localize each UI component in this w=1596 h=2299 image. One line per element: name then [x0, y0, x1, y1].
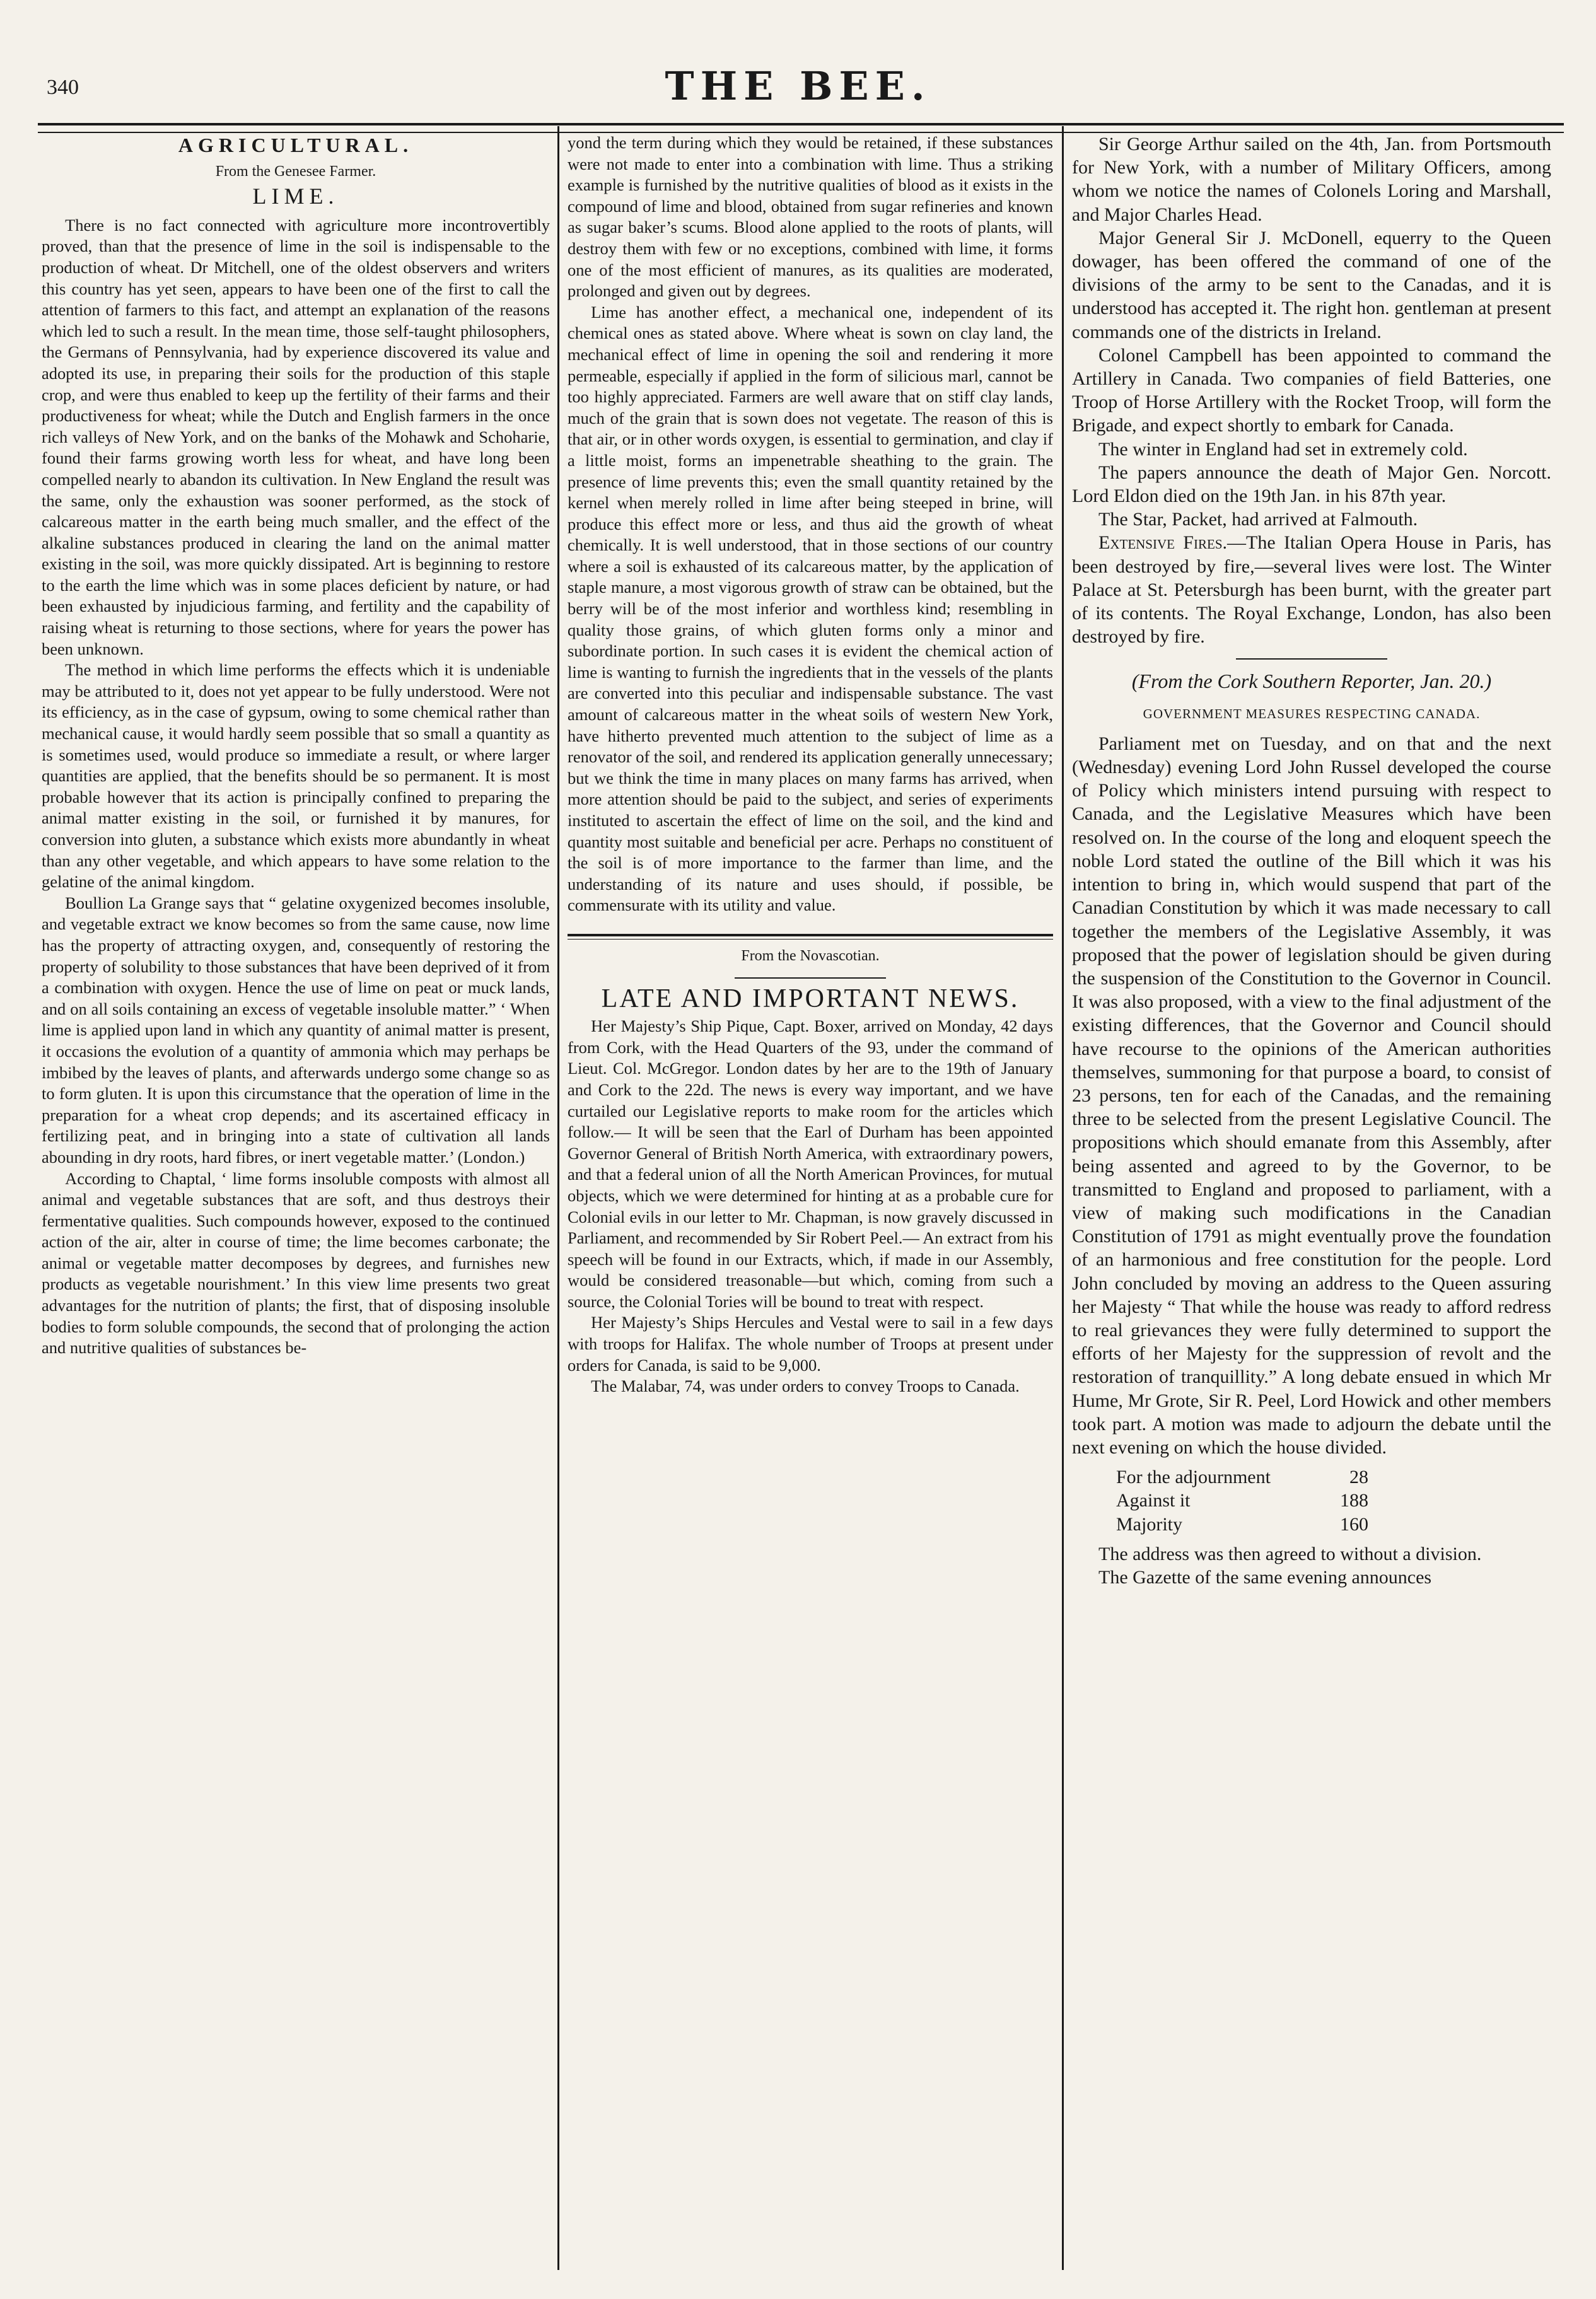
fires-label: Extensive Fires.	[1098, 532, 1227, 554]
news-paragraph: The papers announce the death of Major Gen. Norcott. Lord Eldon died on the 19th Jan. in his 87th year.	[1072, 462, 1551, 507]
vote-count: 188	[1339, 1490, 1368, 1511]
section-title: AGRICULTURAL.	[178, 134, 414, 156]
column-agricultural	[42, 132, 550, 1359]
article-paragraph: According to Chaptal, ‘ lime forms insoluble composts with almost all animal and vegetable substances that are soft, and thus destroys their fermentative qualities. Such compounds however, exposed to the continued action of the air, alter in course of time; the lime becomes carbonate; the animal or vegetable matter decomposes by degrees, and furnishes new products as vegetable nourishment.’ In this view lime presents two great advantages for the nutrition of plants; the first, that of disposing insoluble bodies to form soluble compounds, the second that of prolonging the action and nutritive qualities of substances be-	[42, 1168, 550, 1358]
news-paragraph: The address was then agreed to without a division.	[1098, 1543, 1482, 1564]
column-divider	[557, 126, 559, 2270]
vote-label: For the adjournment	[1116, 1467, 1271, 1488]
news-paragraph: The winter in England had set in extremely cold.	[1098, 438, 1468, 460]
vote-label: Against it	[1116, 1490, 1191, 1511]
column-news	[1072, 132, 1551, 1589]
news-source: From the Novascotian.	[741, 947, 880, 964]
vote-row	[1116, 1465, 1381, 1489]
news-paragraph: Her Majesty’s Ship Pique, Capt. Boxer, arrived on Monday, 42 days from Cork, with the Head Quarters of the 93, under the command of Lieut. Col. McGregor. London dates by her are to the 19th of January and Cork to the 22d. The news is every way important, and we have curtailed our Legislative reports to make room for the articles which follow.— It will be seen that the Earl of Durham has been appointed Governor General of British North America, with extraordinary powers, and that a federal union of all the North American Provinces, for mutual objects, which we were determined for hinting at as a probable cure for Colonial evils in our letter to Mr. Chapman, is now gravely discussed in Parliament, and recommended by Sir Robert Peel.— An extract from his speech will be found in our Extracts, which, if made in our Assembly, would be considered treasonable—but which, coming from such a source, the Colonial Tories will be bound to treat with respect.	[568, 1016, 1053, 1311]
news-paragraph: Her Majesty’s Ships Hercules and Vestal were to sail in a few days with troops for Halifax. The whole number of Troops at present under orders for Canada, is said to be 9,000.	[568, 1313, 1053, 1375]
vote-label: Majority	[1116, 1513, 1182, 1535]
news-title: LATE AND IMPORTANT NEWS.	[601, 984, 1020, 1013]
article-paragraph: yond the term during which they would be retained, if these substances were not made to enter into a combination with lime. Thus a striking example is furnished by the nutritive qualities of blood as it exists in the compound of lime and blood, obtained from sugar refineries and known as sugar baker’s scums. Blood alone applied to the roots of plants, will destroy them with few or no exceptions, combined with lime, it forms one of the most efficient of manures, as its qualities are moderated, prolonged and given out by degrees.	[568, 133, 1053, 301]
article-paragraph: Boullion La Grange says that “ gelatine oxygenized becomes insoluble, and vegetable extract we know becomes so from the same cause, now lime has the property of attracting oxygen, and, consequently of restoring the property of solubility to those substances that have been deprived of it from a combination with oxygen. Hence the use of lime on peat or muck lands, and on all soils containing an excess of vegetable insoluble matter.” ‘ When lime is applied upon land in which any quantity of animal matter is present, it occasions the evolution of a quantity of ammonia which may perhaps be imbibed by the leaves of plants, and afterwards undergo some change so as to form gluten. It is upon this circumstance that the operation of lime in the preparation for a wheat crop depends; and its ascertained efficacy in fertilizing peat, and in bringing into a state of cultivation all lands abounding in dry roots, hard fibres, or inert vegetable matter.’ (London.)	[42, 893, 550, 1167]
fires-paragraph	[1072, 531, 1551, 648]
column-middle	[568, 132, 1053, 1397]
page-number: 340	[47, 76, 79, 99]
news-paragraph: Major General Sir J. McDonell, equerry to the Queen dowager, has been offered the command of one of the divisions of the army to be sent to the Canadas, and it is understood has accepted it. The right hon. gentleman at present commands one of the districts in Ireland.	[1072, 227, 1551, 342]
government-paragraph: Parliament met on Tuesday, and on that and the next (Wednesday) evening Lord John Russel developed the course of Policy which ministers intend pursuing with respect to Canada, and the Legislative Measures which have been resolved on. In the course of the long and eloquent speech the noble Lord stated the outline of the Bill which it was his intention to bring in, which would suspend that part of the Canadian Constitution by which it was made necessary to call together the members of the Legislative Assembly, it was proposed that the power of legislation should be given during the suspension of the Constitution to the Governor in Council. It was also proposed, with a view to the final adjustment of the existing differences, that the Governor and Council should have recourse to the opinions of the American authorities themselves, summoning for that purpose a board, to consist of 23 persons, ten for each of the Canadas, and the remaining three to be selected from the present Legislative Council. The propositions which should emanate from this Assembly, after being assented and agreed to by the Governor, to be transmitted to England and proposed to parliament, with a view of making such modifications in the Canadian Constitution of 1791 as might eventually prove the foundation of an harmonious and free constitution for the people. Lord John concluded by moving an address to the Queen assuring her Majesty “ That while the house was ready to afford redress to real grievances they were fully determined to support the efforts of her Majesty for the suppression of revolt and the restoration of tranquillity.” A long debate ensued in which Mr Hume, Mr Grote, Sir R. Peel, Lord Howick and other members took part. A motion was made to adjourn the debate until the next evening on which the house divided.	[1072, 733, 1551, 1458]
news-paragraph: Colonel Campbell has been appointed to command the Artillery in Canada. Two companies of field Batteries, one Troop of Horse Artillery with the Rocket Troop, will form the Brigade, and expect shortly to embark for Canada.	[1072, 344, 1551, 436]
short-rule	[1236, 658, 1387, 660]
cork-source: (From the Cork Southern Reporter, Jan. 20.)	[1131, 670, 1492, 693]
vote-row	[1116, 1489, 1381, 1512]
short-rule	[735, 977, 886, 979]
government-heading: GOVERNMENT MEASURES RESPECTING CANADA.	[1143, 706, 1481, 721]
article-paragraph: The method in which lime performs the effects which it is undeniable may be attributed to it, does not yet appear to be fully understood. Were not its efficiency, as in the case of gypsum, owing to some chemical rather than mechanical cause, it would hardly seem possible that so small a quantity as is sometimes used, would produce so immediate a result, or where larger quantities are applied, that the benefits should be so permanent. It is most probable however that its action is principally confined to preparing the animal matter existing in the soil, or furnished it by manures, for conversion into gluten, a substance which exists more abundantly in wheat than any other vegetable, and which appears to have some relation to the gelatine of the animal kingdom.	[42, 660, 550, 892]
news-paragraph: The Star, Packet, had arrived at Falmouth.	[1098, 509, 1418, 530]
vote-count: 160	[1339, 1513, 1368, 1535]
column-divider	[1062, 126, 1064, 2270]
news-paragraph: Sir George Arthur sailed on the 4th, Jan. from Portsmouth for New York, with a number of Military Officers, among whom we notice the names of Colonels Loring and Marshall, and Major Charles Head.	[1072, 134, 1551, 225]
news-paragraph: The Gazette of the same evening announces	[1098, 1566, 1432, 1588]
masthead-title: THE BEE.	[665, 63, 931, 109]
article-paragraph: There is no fact connected with agriculture more incontrovertibly proved, than that the presence of lime in the soil is indispensable to the production of wheat. Dr Mitchell, one of the oldest observers and writers this country has yet seen, appears to have been one of the first to call the attention of farmers to this fact, and attempt an explanation of the reasons which led to such a result. In the mean time, those self-taught philosophers, the Germans of Pennsylvania, had by experience discovered its value and adopted its use, in preparing their soils for the production of this staple crop, and were thus enabled to keep up the fertility of their farms and their productiveness for wheat; while the Dutch and English farmers in the once rich valleys of New York, and on the banks of the Mohawk and Schoharie, found their farms growing worth less for wheat, and have long been compelled nearly to abandon its cultivation. In New England the result was the same, only the exhaustion was sooner performed, as the stock of calcareous matter in the earth being much smaller, and the effect of the alkaline substances produced in clearing the land on the animal matter existing in the soil, was more quickly dissipated. Art is beginning to restore to the earth the lime which was in some places deficient by nature, or had been exhausted by injudicious farming, and fertility and the capability of raising wheat is returning to those sections, where for years the power has been unknown.	[42, 215, 550, 658]
header-rule	[38, 123, 1564, 133]
vote-count: 28	[1349, 1467, 1368, 1488]
article-source: From the Genesee Farmer.	[215, 163, 376, 180]
news-paragraph: The Malabar, 74, was under orders to convey Troops to Canada.	[591, 1376, 1020, 1396]
article-title: LIME.	[252, 183, 339, 209]
vote-row	[1116, 1513, 1381, 1536]
vote-table	[1116, 1465, 1381, 1536]
fires-text: —The Italian Opera House in Paris, has been destroyed by fire,—several lives were lost. The Winter Palace at St. Petersburgh has been burnt, with the greater part of its contents. The Royal Exchange, London, has also been destroyed by fire.	[1072, 532, 1551, 648]
article-paragraph: Lime has another effect, a mechanical one, independent of its chemical ones as stated above. Where wheat is sown on clay land, the mechanical effect of lime in opening the soil and rendering it more permeable, especially if applied in the form of silicious marl, cannot be too highly appreciated. Farmers are well aware that on stiff clay lands, much of the grain that is sown does not vegetate. The reason of this is that air, or in other words oxygen, is essential to germination, and clay if a little moist, forms an impenetrable sheathing to the grain. The presence of lime prevents this; even the small quantity retained by the kernel when merely rolled in lime after being steeped in brine, will produce this effect more or less, and thus aid the growth of wheat chemically. It is well understood, that in those sections of our country where a soil is exhausted of its calcareous matter, by the application of staple manure, a most vigorous growth of straw can be obtained, but the berry will be of the most inferior and worthless kind; resembling in quality those grains, of which gluten forms only a minor and subordinate portion. In such cases it is evident the chemical action of lime is wanting to furnish the ingredients that in the vessels of the plants are converted into this peculiar and indispensable substance. The vast amount of calcareous matter in the wheat soils of western New York, have hitherto prevented much attention to the subject of lime as a renovator of the soil, and rendered its application generally unnecessary; but we think the time in many places on many farms has arrived, when more attention should be paid to the subject, and series of experiments instituted to ascertain the effect of lime on the soil, and the kind and quantity most suitable and beneficial per acre. Perhaps no constituent of the soil is of more importance to the farmer than lime, and the understanding of its nature and uses should, if possible, be commensurate with its utility and value.	[568, 302, 1053, 915]
section-rule	[568, 934, 1053, 940]
